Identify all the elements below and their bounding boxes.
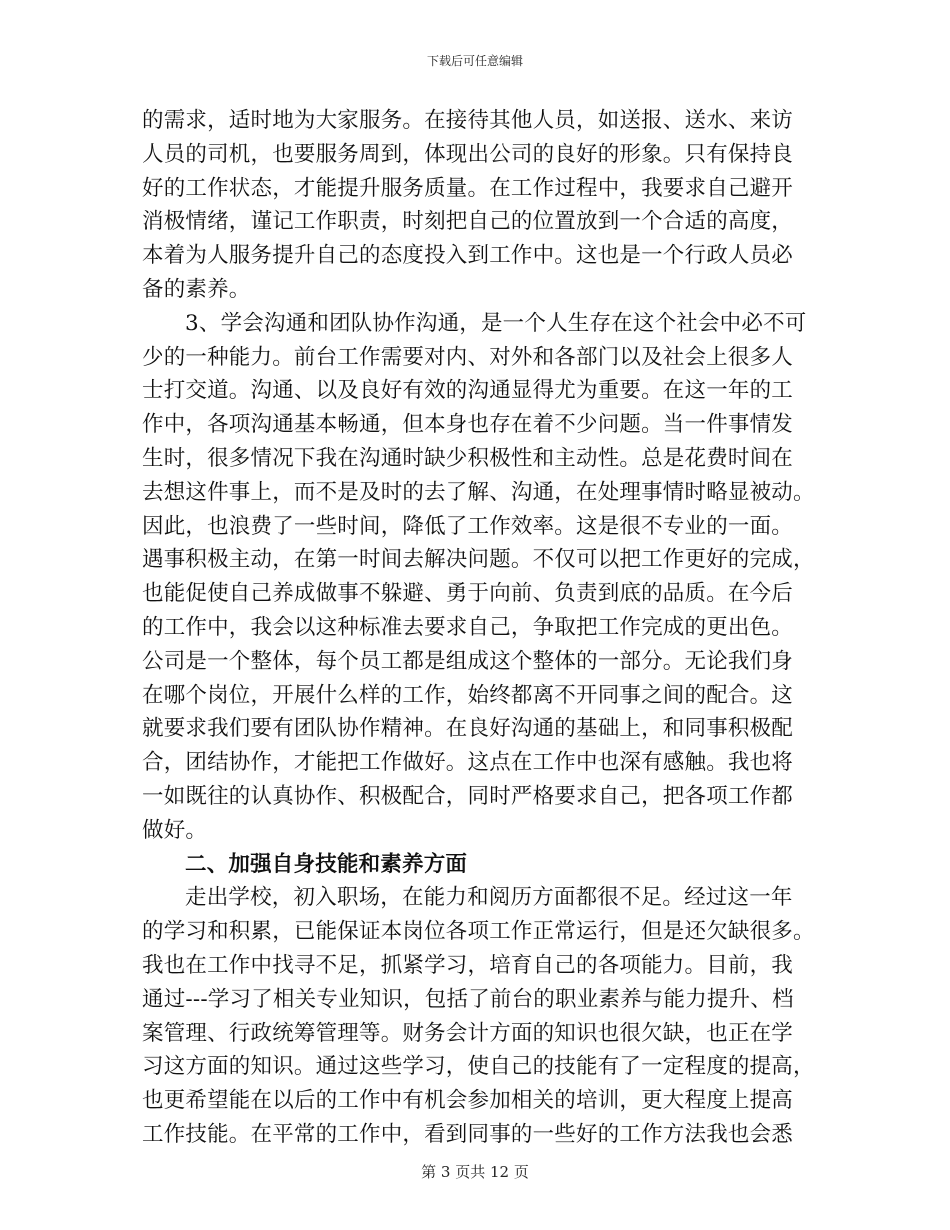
body-line: 因此，也浪费了一些时间，降低了工作效率。这是很不专业的一面。 <box>142 513 794 539</box>
body-line: 作中，各项沟通基本畅通，但本身也存在着不少问题。当一件事情发 <box>142 412 794 438</box>
page-footer: 第 3 页共 12 页 <box>421 1163 529 1181</box>
body-line: 的学习和积累，已能保证本岗位各项工作正常运行，但是还欠缺很多。 <box>142 919 815 945</box>
body-line: 人员的司机，也要服务周到，体现出公司的良好的形象。只有保持良 <box>142 141 794 167</box>
body-line: 少的一种能力。前台工作需要对内、对外和各部门以及社会上很多人 <box>142 344 794 370</box>
body-line: 3、学会沟通和团队协作沟通，是一个人生存在这个社会中必不可 <box>185 310 807 336</box>
body-line: 遇事积极主动，在第一时间去解决问题。不仅可以把工作更好的完成， <box>142 547 815 573</box>
page-header: 下载后可任意编辑 <box>426 54 523 68</box>
body-line: 士打交道。沟通、以及良好有效的沟通显得尤为重要。在这一年的工 <box>142 378 794 404</box>
body-line: 就要求我们要有团队协作精神。在良好沟通的基础上，和同事积极配 <box>142 716 794 742</box>
body-line: 消极情绪，谨记工作职责，时刻把自己的位置放到一个合适的高度， <box>142 209 794 235</box>
body-line: 合，团结协作，才能把工作做好。这点在工作中也深有感触。我也将 <box>142 750 794 776</box>
body-line: 本着为人服务提升自己的态度投入到工作中。这也是一个行政人员必 <box>142 243 794 269</box>
body-line: 案管理、行政统筹管理等。财务会计方面的知识也很欠缺，也正在学 <box>142 1020 794 1046</box>
body-line: 的工作中，我会以这种标准去要求自己，争取把工作完成的更出色。 <box>142 614 794 640</box>
body-line: 的需求，适时地为大家服务。在接待其他人员，如送报、送水、来访 <box>142 108 794 133</box>
body-line: 我也在工作中找寻不足，抓紧学习，培育自己的各项能力。目前，我 <box>142 952 794 978</box>
body-line: 在哪个岗位，开展什么样的工作，始终都离不开同事之间的配合。这 <box>142 682 794 708</box>
body-line: 也更希望能在以后的工作中有机会参加相关的培训，更大程度上提高 <box>142 1088 794 1114</box>
body-line: 生时，很多情况下我在沟通时缺少积极性和主动性。总是花费时间在 <box>142 445 794 471</box>
section-heading: 二、加强自身技能和素养方面 <box>185 851 468 877</box>
body-line: 做好。 <box>142 817 208 843</box>
body-line: 习这方面的知识。通过这些学习，使自己的技能有了一定程度的提高， <box>142 1054 815 1080</box>
body-line: 好的工作状态，才能提升服务质量。在工作过程中，我要求自己避开 <box>142 175 794 201</box>
body-line: 走出学校，初入职场，在能力和阅历方面都很不足。经过这一年 <box>185 885 793 911</box>
body-line: 备的素养。 <box>142 276 251 302</box>
body-line: 去想这件事上，而不是及时的去了解、沟通，在处理事情时略显被动。 <box>142 479 815 505</box>
body-line: 也能促使自己养成做事不躲避、勇于向前、负责到底的品质。在今后 <box>142 581 794 607</box>
body-line: 一如既往的认真协作、积极配合，同时严格要求自己，把各项工作都 <box>142 783 794 809</box>
document-body <box>142 104 815 1152</box>
body-line: 通过---学习了相关专业知识，包括了前台的职业素养与能力提升、档 <box>142 986 794 1012</box>
body-line: 工作技能。在平常的工作中，看到同事的一些好的工作方法我也会悉 <box>142 1121 794 1147</box>
body-line: 公司是一个整体，每个员工都是组成这个整体的一部分。无论我们身 <box>142 648 794 674</box>
